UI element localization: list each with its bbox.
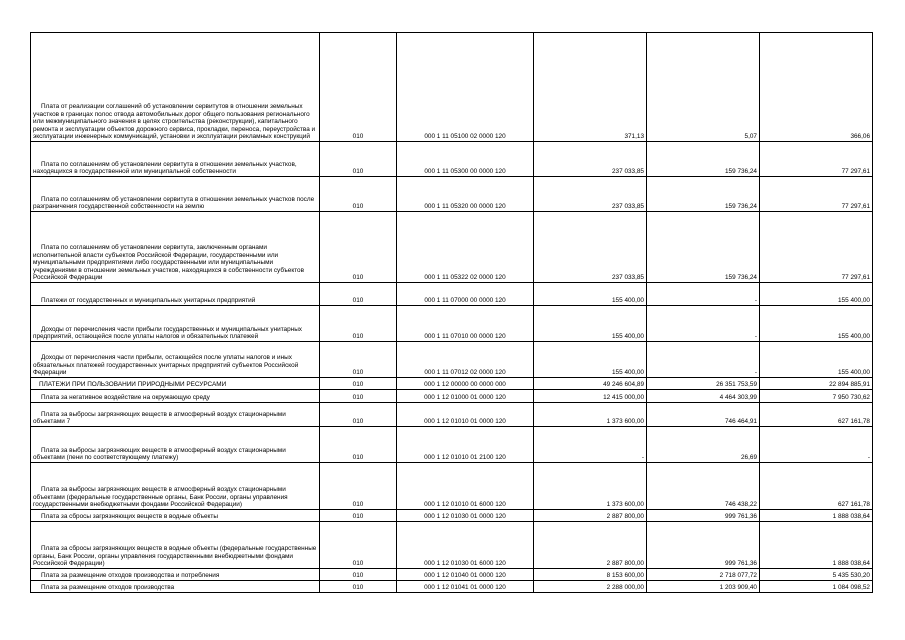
revenue-table (30, 32, 873, 593)
table-row (31, 390, 873, 403)
row-kbk: 000 1 11 07010 00 0000 120 (397, 306, 534, 342)
row-name: Плата за сбросы загрязняющих веществ в водные объекты (31, 510, 320, 522)
row-executed: 2 718 077,72 (647, 569, 760, 581)
table-row (31, 427, 873, 463)
row-code: 010 (320, 522, 397, 569)
row-code: 010 (320, 427, 397, 463)
table-row (31, 463, 873, 510)
table-row (31, 522, 873, 569)
row-code: 010 (320, 581, 397, 593)
table-row (31, 378, 873, 390)
row-unexecuted: 77 297,61 (760, 212, 873, 283)
row-executed: - (647, 283, 760, 306)
table-row (31, 342, 873, 378)
row-executed: 999 761,36 (647, 522, 760, 569)
row-name: Плата по соглашениям об установлении сервитута в отношении земельных участков после разграничения государственной собственности на землю (31, 177, 320, 212)
row-executed: - (647, 342, 760, 378)
row-kbk: 000 1 11 05320 00 0000 120 (397, 177, 534, 212)
row-unexecuted: 1 888 038,64 (760, 510, 873, 522)
row-code: 010 (320, 463, 397, 510)
row-name: Доходы от перечисления части прибыли государственных и муниципальных унитарных предприятий, остающейся после уплаты налогов и обязательных платежей (31, 306, 320, 342)
row-executed: 4 464 303,99 (647, 390, 760, 403)
row-unexecuted: 77 297,61 (760, 142, 873, 177)
row-name: Плата за негативное воздействие на окружающую среду (31, 390, 320, 403)
row-kbk: 000 1 12 00000 00 0000 000 (397, 378, 534, 390)
row-kbk: 000 1 11 05300 00 0000 120 (397, 142, 534, 177)
row-unexecuted: 627 161,78 (760, 463, 873, 510)
row-executed: - (647, 306, 760, 342)
row-approved: 2 887 800,00 (534, 522, 647, 569)
row-name: Платежи от государственных и муниципальных унитарных предприятий (31, 283, 320, 306)
row-kbk: 000 1 12 01041 01 0000 120 (397, 581, 534, 593)
row-executed: 1 203 909,40 (647, 581, 760, 593)
row-approved: 49 246 604,89 (534, 378, 647, 390)
row-code: 010 (320, 212, 397, 283)
row-unexecuted: 7 950 730,62 (760, 390, 873, 403)
row-executed: 746 464,91 (647, 403, 760, 427)
row-name: Плата за выбросы загрязняющих веществ в атмосферный воздух стационарными объектами (федеральные государственные органы, Банк России, органы управления государственными внебюджетными фондами Российской Федерации) (31, 463, 320, 510)
row-unexecuted: 155 400,00 (760, 342, 873, 378)
table-row (31, 142, 873, 177)
row-executed: 746 438,22 (647, 463, 760, 510)
row-name: Плата за размещение отходов производства и потребления (31, 569, 320, 581)
row-executed: 159 736,24 (647, 177, 760, 212)
row-code: 010 (320, 306, 397, 342)
row-approved: 8 153 600,00 (534, 569, 647, 581)
row-executed: 159 736,24 (647, 212, 760, 283)
row-approved: - (534, 427, 647, 463)
row-kbk: 000 1 11 07000 00 0000 120 (397, 283, 534, 306)
row-code: 010 (320, 403, 397, 427)
row-kbk: 000 1 12 01010 01 2100 120 (397, 427, 534, 463)
row-unexecuted: - (760, 427, 873, 463)
row-kbk: 000 1 11 07012 02 0000 120 (397, 342, 534, 378)
row-executed: 5,07 (647, 33, 760, 142)
row-code: 010 (320, 142, 397, 177)
row-unexecuted: 22 894 885,91 (760, 378, 873, 390)
row-kbk: 000 1 11 05322 02 0000 120 (397, 212, 534, 283)
table-row (31, 581, 873, 593)
row-kbk: 000 1 12 01030 01 6000 120 (397, 522, 534, 569)
table-row (31, 212, 873, 283)
row-kbk: 000 1 12 01040 01 0000 120 (397, 569, 534, 581)
row-kbk: 000 1 11 05100 02 0000 120 (397, 33, 534, 142)
row-name: Плата от реализации соглашений об установлении сервитутов в отношении земельных участков в границах полос отвода автомобильных дорог общего пользования регионального или межмуниципального значения в целях строительства (реконструкции), капитального ремонта и эксплуатации объектов дорожного сервиса, прокладки, переноса, переустройства и эксплуатации инженерных коммуникаций, установки и эксплуатации рекламных конструкций (31, 33, 320, 142)
row-executed: 26,69 (647, 427, 760, 463)
row-unexecuted: 155 400,00 (760, 283, 873, 306)
row-name: Плата по соглашениям об установлении сервитута в отношении земельных участков, находящихся в государственной или муниципальной собственности (31, 142, 320, 177)
row-name: Плата за размещение отходов производства (31, 581, 320, 593)
row-name: Плата по соглашениям об установлении сервитута, заключенным органами исполнительной власти субъектов Российской Федерации, государственными или муниципальными предприятиями либо государственными или муниципальными учреждениями в отношении земельных участков, находящихся в собственности субъектов Российской Федерации (31, 212, 320, 283)
row-code: 010 (320, 510, 397, 522)
row-kbk: 000 1 12 01030 01 0000 120 (397, 510, 534, 522)
row-code: 010 (320, 177, 397, 212)
row-code: 010 (320, 569, 397, 581)
row-approved: 237 033,85 (534, 177, 647, 212)
row-approved: 12 415 000,00 (534, 390, 647, 403)
row-unexecuted: 77 297,61 (760, 177, 873, 212)
table-row (31, 403, 873, 427)
row-kbk: 000 1 12 01010 01 0000 120 (397, 403, 534, 427)
row-kbk: 000 1 12 01000 01 0000 120 (397, 390, 534, 403)
table-row (31, 33, 873, 142)
row-unexecuted: 366,06 (760, 33, 873, 142)
row-unexecuted: 627 161,78 (760, 403, 873, 427)
row-approved: 1 373 600,00 (534, 463, 647, 510)
row-name: Плата за выбросы загрязняющих веществ в атмосферный воздух стационарными объектами 7 (31, 403, 320, 427)
row-approved: 1 373 600,00 (534, 403, 647, 427)
row-approved: 237 033,85 (534, 142, 647, 177)
table-row (31, 510, 873, 522)
row-approved: 237 033,85 (534, 212, 647, 283)
row-executed: 999 761,36 (647, 510, 760, 522)
table-row (31, 283, 873, 306)
row-approved: 2 288 000,00 (534, 581, 647, 593)
row-code: 010 (320, 378, 397, 390)
row-name: Плата за сбросы загрязняющих веществ в водные объекты (федеральные государственные органы, Банк России, органы управления государственными внебюджетными фондами Российской Федерации) (31, 522, 320, 569)
table-row (31, 306, 873, 342)
row-unexecuted: 155 400,00 (760, 306, 873, 342)
row-code: 010 (320, 342, 397, 378)
table-row (31, 569, 873, 581)
row-approved: 155 400,00 (534, 306, 647, 342)
row-name: Плата за выбросы загрязняющих веществ в атмосферный воздух стационарными объектами (пени по соответствующему платежу) (31, 427, 320, 463)
row-executed: 26 351 753,59 (647, 378, 760, 390)
row-name: Доходы от перечисления части прибыли, остающейся после уплаты налогов и иных обязательных платежей государственных унитарных предприятий субъектов Российской Федерации (31, 342, 320, 378)
row-code: 010 (320, 390, 397, 403)
row-executed: 159 736,24 (647, 142, 760, 177)
row-approved: 155 400,00 (534, 283, 647, 306)
row-name: ПЛАТЕЖИ ПРИ ПОЛЬЗОВАНИИ ПРИРОДНЫМИ РЕСУРСАМИ (31, 378, 320, 390)
row-code: 010 (320, 33, 397, 142)
row-code: 010 (320, 283, 397, 306)
table-row (31, 177, 873, 212)
row-approved: 371,13 (534, 33, 647, 142)
row-kbk: 000 1 12 01010 01 6000 120 (397, 463, 534, 510)
row-unexecuted: 5 435 530,20 (760, 569, 873, 581)
row-approved: 155 400,00 (534, 342, 647, 378)
row-unexecuted: 1 888 038,64 (760, 522, 873, 569)
row-approved: 2 887 800,00 (534, 510, 647, 522)
row-unexecuted: 1 084 098,52 (760, 581, 873, 593)
table-body (31, 33, 873, 593)
